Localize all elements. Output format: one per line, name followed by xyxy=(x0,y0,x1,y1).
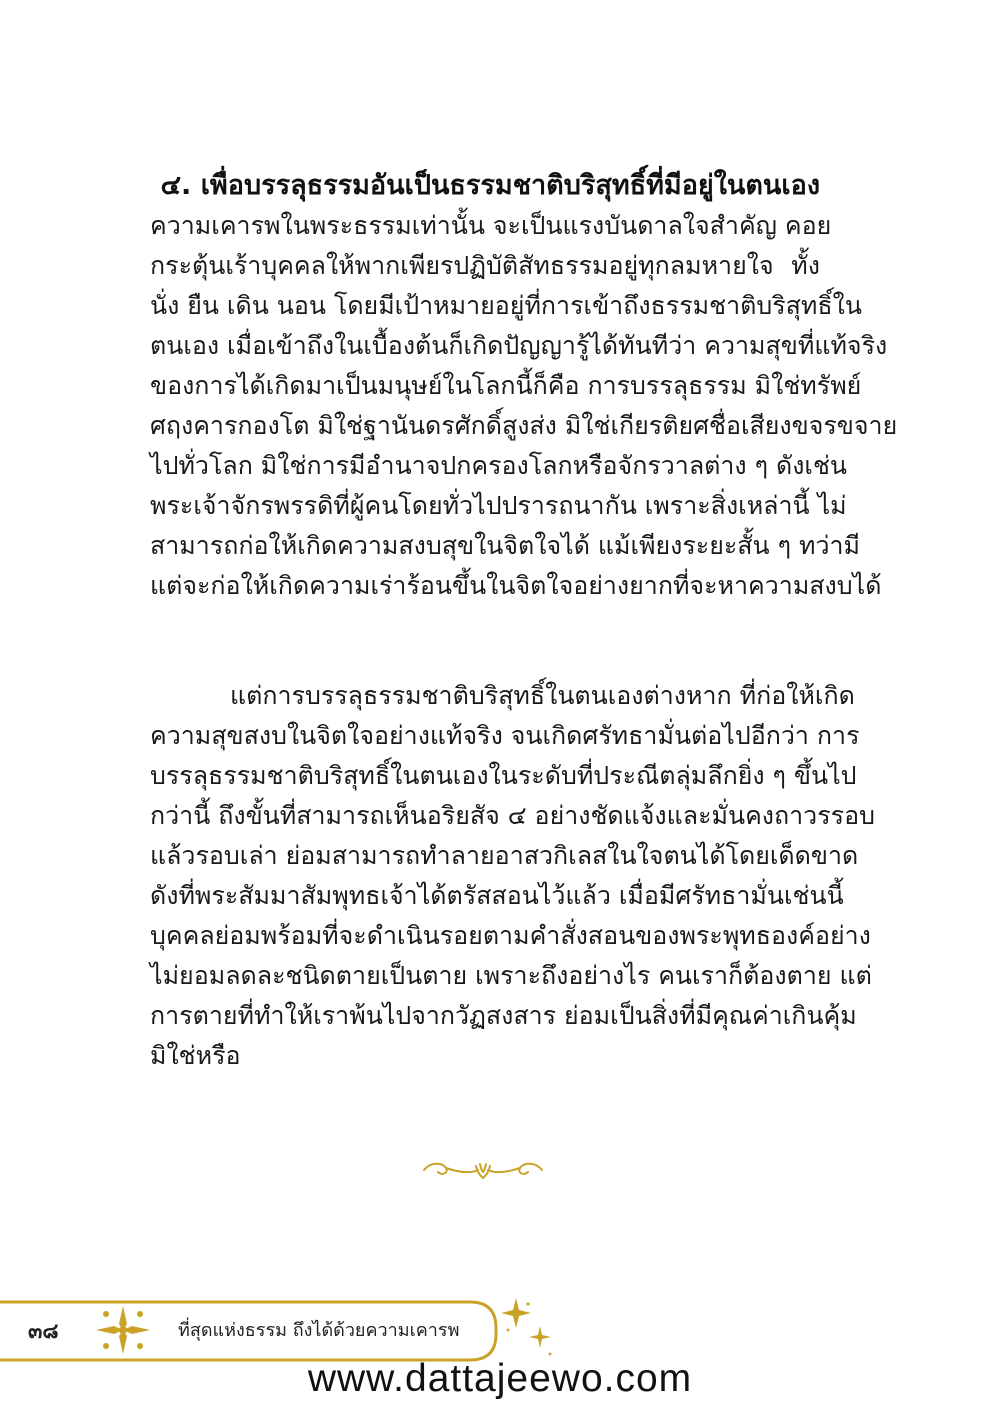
body-line: ความเคารพในพระธรรมเท่านั้น จะเป็นแรงบันดาลใจสำคัญ คอย xyxy=(150,211,832,240)
body-line: ดังที่พระสัมมาสัมพุทธเจ้าได้ตรัสสอนไว้แล้ว เมื่อมีศรัทธามั่นเช่นนี้ xyxy=(150,881,844,910)
sparkle-ornament-icon xyxy=(498,1296,558,1362)
body-line: แล้วรอบเล่า ย่อมสามารถทำลายอาสวกิเลสในใจตนได้โดยเด็ดขาด xyxy=(150,841,859,870)
body-line: การตายที่ทำให้เราพ้นไปจากวัฏสงสาร ย่อมเป็นสิ่งที่มีคุณค่าเกินคุ้ม xyxy=(150,1001,857,1030)
body-line: บรรลุธรรมชาติบริสุทธิ์ในตนเองในระดับที่ประณีตลุ่มลึกยิ่ง ๆ ขึ้นไป xyxy=(150,761,857,790)
website-url: www.dattajeewo.com xyxy=(307,1357,693,1400)
body-line: สามารถก่อให้เกิดความสงบสุขในจิตใจได้ แม้เพียงระยะสั้น ๆ ทว่ามี xyxy=(150,531,860,560)
body-line: แต่การบรรลุธรรมชาติบริสุทธิ์ในตนเองต่างหาก ที่ก่อให้เกิด xyxy=(230,681,855,710)
body-line: ไปทั่วโลก มิใช่การมีอำนาจปกครองโลกหรือจักรวาลต่าง ๆ ดังเช่น xyxy=(150,451,847,480)
body-line: ตนเอง เมื่อเข้าถึงในเบื้องต้นก็เกิดปัญญารู้ได้ทันทีว่า ความสุขที่แท้จริง xyxy=(150,331,888,360)
body-line: แต่จะก่อให้เกิดความเร่าร้อนขึ้นในจิตใจอย่างยากที่จะหาความสงบได้ xyxy=(150,571,882,600)
body-line: ศฤงคารกองโต มิใช่ฐานันดรศักดิ์สูงส่ง มิใช่เกียรติยศชื่อเสียงขจรขจาย xyxy=(150,411,898,440)
body-line: พระเจ้าจักรพรรดิที่ผู้คนโดยทั่วไปปรารถนากัน เพราะสิ่งเหล่านี้ ไม่ xyxy=(150,491,847,520)
body-line: บุคคลย่อมพร้อมที่จะดำเนินรอยตามคำสั่งสอนของพระพุทธองค์อย่าง xyxy=(150,921,871,950)
body-line: กระตุ้นเร้าบุคคลให้พากเพียรปฏิบัติสัทธรรมอยู่ทุกลมหายใจ ทั้ง xyxy=(150,251,820,280)
page-number: ๓๘ xyxy=(28,1319,59,1343)
body-line: ของการได้เกิดมาเป็นมนุษย์ในโลกนี้ก็คือ การบรรลุธรรม มิใช่ทรัพย์ xyxy=(150,371,862,400)
body-line: กว่านี้ ถึงขั้นที่สามารถเห็นอริยสัจ ๔ อย่างชัดแจ้งและมั่นคงถาวรรอบ xyxy=(150,801,875,830)
flower-ornament-icon xyxy=(92,1302,154,1358)
body-line: นั่ง ยืน เดิน นอน โดยมีเป้าหมายอยู่ที่การเข้าถึงธรรมชาติบริสุทธิ์ใน xyxy=(150,291,862,320)
section-heading: ๔. เพื่อบรรลุธรรมอันเป็นธรรมชาติบริสุทธิ์ที่มีอยู่ในตนเอง xyxy=(160,170,820,201)
body-line: ไม่ยอมลดละชนิดตายเป็นตาย เพราะถึงอย่างไร คนเราก็ต้องตาย แต่ xyxy=(150,961,872,990)
body-line: ความสุขสงบในจิตใจอย่างแท้จริง จนเกิดศรัทธามั่นต่อไปอีกว่า การ xyxy=(150,721,860,750)
body-line: มิใช่หรือ xyxy=(150,1041,241,1070)
book-title: ที่สุดแห่งธรรม ถึงได้ด้วยความเคารพ xyxy=(178,1320,460,1341)
scroll-ornament-icon xyxy=(418,1152,548,1188)
